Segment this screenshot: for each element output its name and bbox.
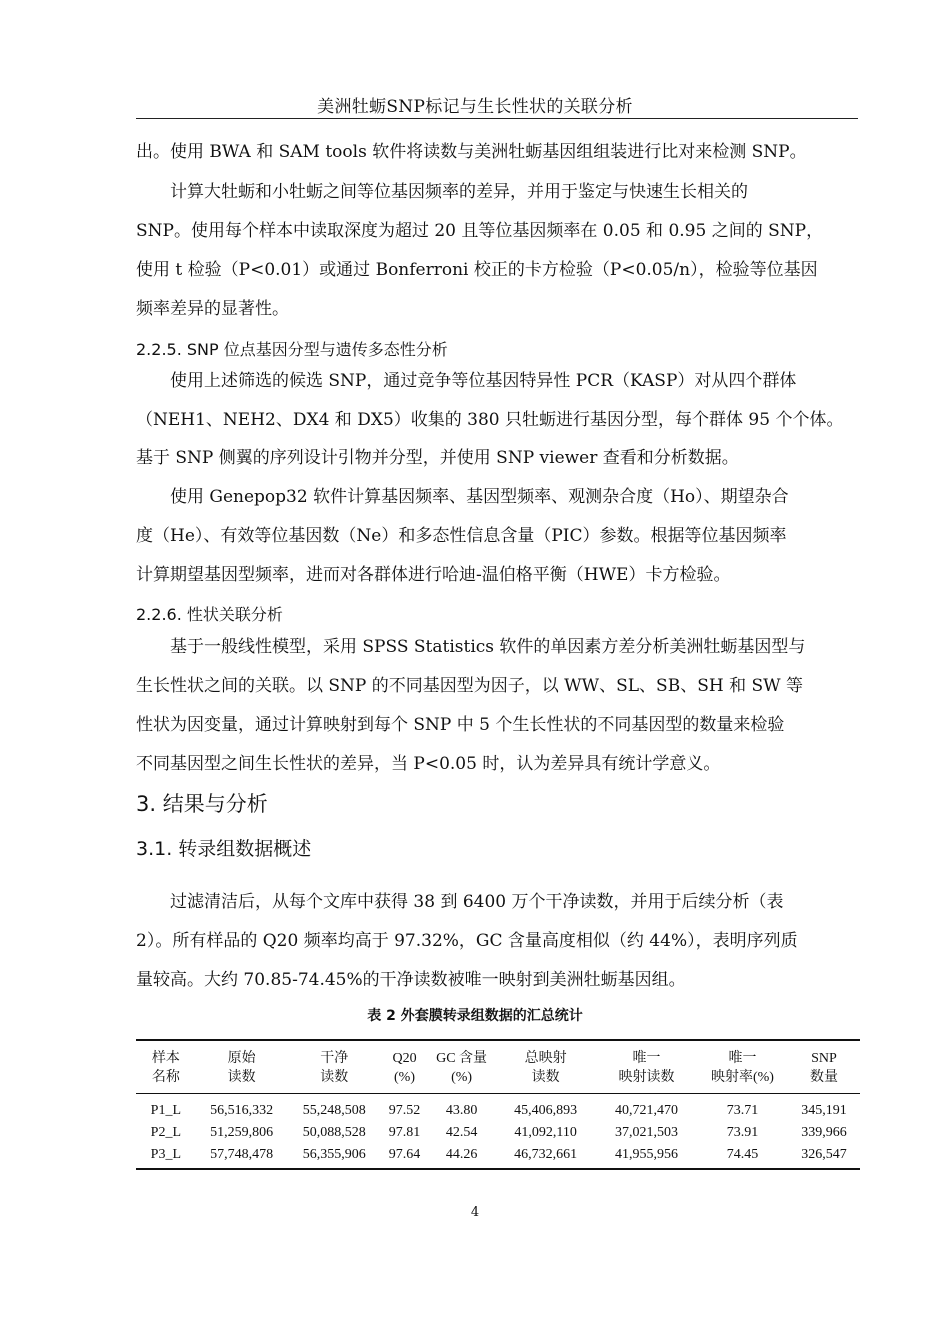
- column-header-line: (%): [451, 1070, 473, 1085]
- table-cell: 339,966: [801, 1125, 847, 1140]
- section-heading-3: 3. 结果与分析: [136, 792, 268, 816]
- column-header-line: 读数: [227, 1070, 256, 1085]
- section-heading-3-1: 3.1. 转录组数据概述: [136, 838, 312, 860]
- paragraph-line: 量较高。大约 70.85-74.45%的干净读数被唯一映射到美洲牡蛎基因组。: [136, 970, 686, 990]
- paragraph-line: 频率差异的显著性。: [136, 299, 289, 319]
- table-cell: 44.26: [445, 1147, 478, 1162]
- column-header-line: 干净: [320, 1051, 349, 1066]
- header-rule: [136, 118, 858, 119]
- paragraph-line: 度（He）、有效等位基因数（Ne）和多态性信息含量（PIC）参数。根据等位基因频率: [136, 526, 787, 546]
- table-cell: 41,955,956: [615, 1147, 679, 1162]
- table-caption: 表 2 外套膜转录组数据的汇总统计: [367, 1008, 583, 1024]
- column-header: [697, 1040, 788, 1094]
- table-cell: 46,732,661: [514, 1147, 578, 1162]
- table-cell: 55,248,508: [302, 1103, 366, 1118]
- page-number: 4: [470, 1205, 480, 1220]
- paragraph-line: 计算大牡蛎和小牡蛎之间等位基因频率的差异，并用于鉴定与快速生长相关的: [170, 182, 748, 202]
- table-cell: 37,021,503: [615, 1125, 679, 1140]
- paragraph-line: 过滤清洁后，从每个文库中获得 38 到 6400 万个干净读数，并用于后续分析（表: [170, 892, 784, 912]
- table-header-row: [136, 1040, 860, 1094]
- column-header-line: 唯一: [728, 1051, 757, 1066]
- table-cell: 57,748,478: [210, 1147, 274, 1162]
- column-header-line: 数量: [809, 1070, 838, 1085]
- table-cell: 43.80: [445, 1103, 478, 1118]
- table-cell: 41,092,110: [514, 1125, 577, 1140]
- summary-statistics-table: [136, 1039, 860, 1170]
- paragraph-line: 使用 Genepop32 软件计算基因频率、基因型频率、观测杂合度（Ho）、期望杂合: [170, 487, 789, 507]
- column-header-line: (%): [394, 1070, 416, 1085]
- column-header: [788, 1040, 860, 1094]
- column-header: [428, 1040, 495, 1094]
- column-header-line: 读数: [531, 1070, 560, 1085]
- table-cell: 51,259,806: [210, 1125, 274, 1140]
- column-header-line: 原始: [227, 1051, 256, 1066]
- paragraph-line: SNP。使用每个样本中读取深度为超过 20 且等位基因频率在 0.05 和 0.95 之间的 SNP，: [136, 221, 824, 241]
- table-cell: 345,191: [801, 1103, 847, 1118]
- table-cell: 97.64: [388, 1147, 421, 1162]
- column-header-line: 读数: [320, 1070, 349, 1085]
- column-header-line: Q20: [392, 1051, 417, 1066]
- table-cell: 56,516,332: [210, 1103, 274, 1118]
- column-header: [287, 1040, 381, 1094]
- column-header-line: 映射率(%): [710, 1070, 774, 1085]
- paragraph-line: 2）。所有样品的 Q20 频率均高于 97.32%，GC 含量高度相似（约 44%），表明序列质: [136, 931, 798, 951]
- table-cell: 97.52: [388, 1103, 421, 1118]
- column-header: [381, 1040, 428, 1094]
- table-row: [136, 1094, 860, 1123]
- table-cell: 73.71: [726, 1103, 759, 1118]
- table-cell: P1_L: [150, 1103, 182, 1118]
- paragraph-line: 使用 t 检验（P<0.01）或通过 Bonferroni 校正的卡方检验（P<0.05/n），检验等位基因: [136, 260, 818, 280]
- column-header-line: 样本: [151, 1051, 180, 1066]
- column-header: [495, 1040, 596, 1094]
- table-row: [136, 1122, 860, 1144]
- column-header: [196, 1040, 288, 1094]
- subsection-heading-2-2-6: 2.2.6. 性状关联分析: [136, 605, 283, 624]
- paragraph-line: 性状为因变量，通过计算映射到每个 SNP 中 5 个生长性状的不同基因型的数量来检验: [136, 715, 785, 735]
- table-cell: 40,721,470: [615, 1103, 679, 1118]
- table-cell: 74.45: [726, 1147, 759, 1162]
- table-cell: 73.91: [726, 1125, 759, 1140]
- column-header: [596, 1040, 697, 1094]
- table-cell: 326,547: [801, 1147, 847, 1162]
- table-cell: P2_L: [150, 1125, 182, 1140]
- table-cell: 50,088,528: [302, 1125, 366, 1140]
- table-cell: 45,406,893: [514, 1103, 578, 1118]
- column-header-line: GC 含量: [436, 1051, 488, 1066]
- column-header-line: 映射读数: [618, 1070, 675, 1085]
- paragraph-line: 基于 SNP 侧翼的序列设计引物并分型，并使用 SNP viewer 查看和分析数据。: [136, 448, 739, 468]
- paragraph-line: 基于一般线性模型，采用 SPSS Statistics 软件的单因素方差分析美洲牡蛎基因型与: [170, 637, 806, 657]
- paragraph-line: 计算期望基因型频率，进而对各群体进行哈迪-温伯格平衡（HWE）卡方检验。: [136, 565, 731, 585]
- column-header-line: 总映射: [524, 1051, 567, 1066]
- table-cell: 97.81: [388, 1125, 421, 1140]
- paragraph-line: 不同基因型之间生长性状的差异，当 P<0.05 时，认为差异具有统计学意义。: [136, 754, 721, 774]
- paragraph-line: 生长性状之间的关联。以 SNP 的不同基因型为因子，以 WW、SL、SB、SH 和 SW 等: [136, 676, 803, 696]
- running-header: 美洲牡蛎SNP标记与生长性状的关联分析: [317, 97, 633, 117]
- paragraph-line: 使用上述筛选的候选 SNP，通过竞争等位基因特异性 PCR（KASP）对从四个群体: [170, 371, 797, 391]
- table-cell: 42.54: [445, 1125, 478, 1140]
- column-header: [136, 1040, 196, 1094]
- paragraph-line: （NEH1、NEH2、DX4 和 DX5）收集的 380 只牡蛎进行基因分型，每个群体 95 个个体。: [136, 410, 844, 430]
- subsection-heading-2-2-5: 2.2.5. SNP 位点基因分型与遗传多态性分析: [136, 340, 448, 359]
- table-cell: P3_L: [150, 1147, 182, 1162]
- table-cell: 56,355,906: [302, 1147, 366, 1162]
- column-header-line: 唯一: [632, 1051, 661, 1066]
- column-header-line: SNP: [811, 1051, 837, 1066]
- column-header-line: 名称: [151, 1070, 180, 1085]
- table-row: [136, 1144, 860, 1169]
- paragraph-line: 出。使用 BWA 和 SAM tools 软件将读数与美洲牡蛎基因组组装进行比对来检测 SNP。: [136, 142, 807, 162]
